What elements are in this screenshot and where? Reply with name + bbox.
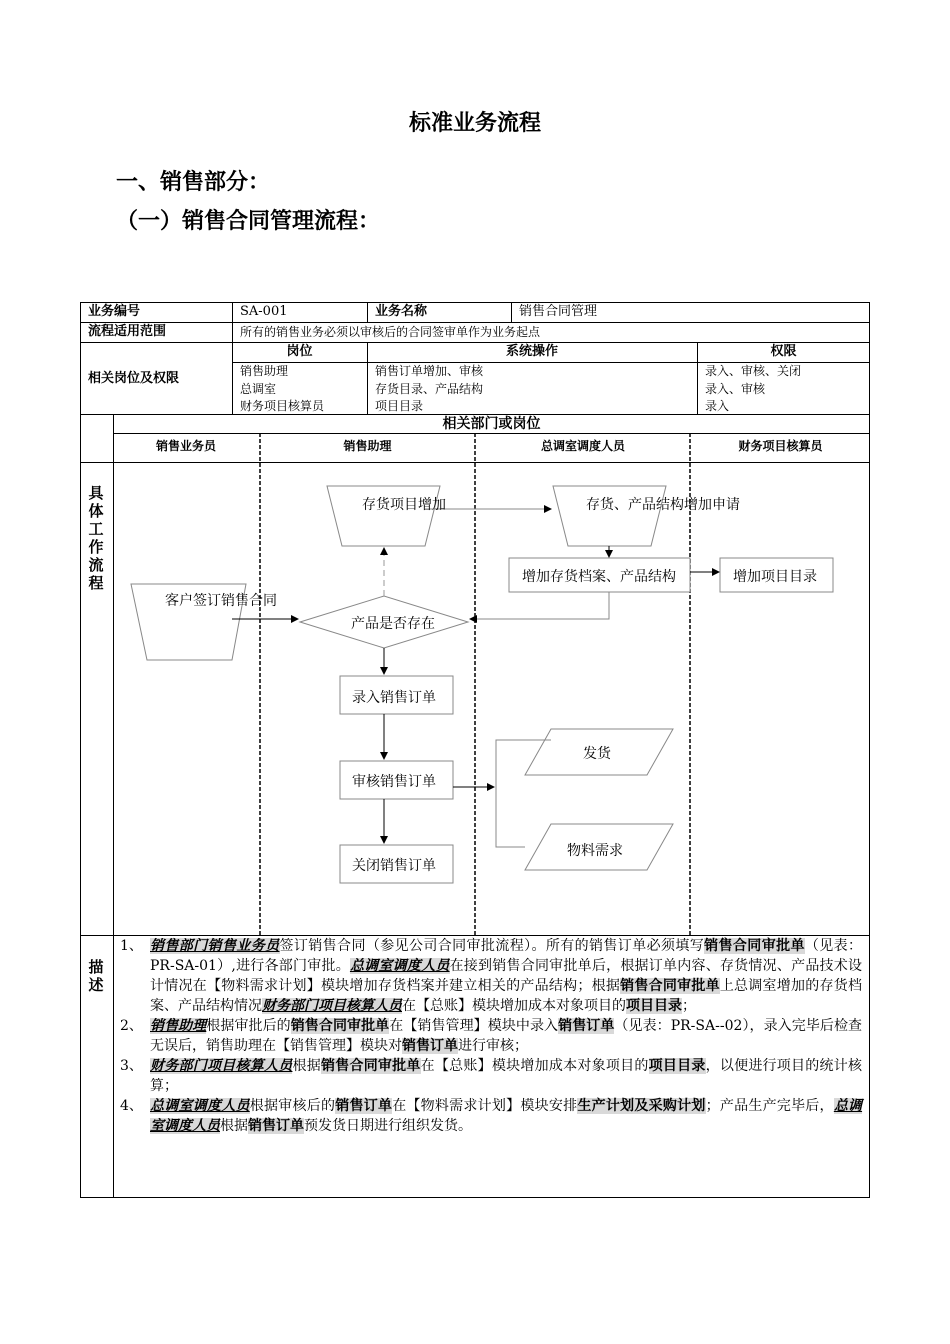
ship-label: 发货 — [583, 746, 611, 762]
role-post: 财务项目核算员 — [240, 399, 325, 413]
dept-header: 相关部门或岗位 — [442, 416, 541, 432]
role-ops: 销售订单增加、审核 — [375, 364, 484, 378]
plain-text: 根据审核后的 — [249, 1098, 336, 1114]
emphasis-text: 销售订单 — [558, 1018, 615, 1034]
lane-sales-assistant: 销售助理 — [343, 439, 392, 453]
lane-sales-rep: 销售业务员 — [155, 439, 216, 453]
item-number: 1、 — [120, 938, 143, 954]
ops-header: 系统操作 — [505, 344, 558, 359]
emphasis-text: 总调室调度人员 — [349, 958, 450, 974]
plain-text: ；产品生产完毕后， — [705, 1098, 834, 1114]
plain-text: （见表：PR-SA-01）,进行各部门审批。 — [150, 938, 863, 974]
side-label-desc: 描 述 — [88, 958, 104, 994]
role-ops: 存货目录、产品结构 — [375, 382, 484, 396]
description-item — [120, 1096, 862, 1136]
lane-dispatch: 总调室调度人员 — [540, 439, 625, 453]
scope-value: 所有的销售业务必须以审核后的合同签审单作为业务起点 — [240, 325, 541, 339]
emphasis-text: 项目目录 — [626, 998, 682, 1014]
page-title: 标准业务流程 — [408, 111, 541, 136]
item-number: 3、 — [120, 1058, 143, 1074]
customer-contract-label: 客户签订销售合同 — [165, 593, 277, 609]
role-perm: 录入、审核、关闭 — [705, 364, 802, 378]
emphasis-text: 销售合同审批单 — [320, 1058, 421, 1074]
item-text — [150, 936, 862, 1016]
plain-text: 上总调室增加的存货档案、产品结构情况 — [150, 978, 863, 1014]
plain-text: 在【总账】模块增加成本对象项目的 — [420, 1058, 649, 1074]
emphasis-text: 销售订单 — [335, 1098, 393, 1114]
plain-text: 进行审核； — [458, 1038, 528, 1054]
add-inventory-file-label: 增加存货档案、产品结构 — [522, 569, 676, 585]
emphasis-text: 财务部门项目核算人员 — [262, 998, 402, 1014]
plain-text: 根据 — [220, 1118, 248, 1134]
side-label-flow: 具 体 工 作 流 程 — [88, 484, 104, 592]
item-number: 4、 — [120, 1098, 143, 1114]
plain-text: 根据 — [292, 1058, 321, 1074]
add-project-catalog-label: 增加项目目录 — [733, 569, 817, 585]
emphasis-text: 总调室调度人员 — [150, 1098, 863, 1134]
role-ops: 项目目录 — [375, 399, 424, 413]
post-header: 岗位 — [286, 344, 313, 359]
plain-text: 在【总账】模块增加成本对象项目的 — [402, 998, 626, 1014]
material-demand-label: 物料需求 — [567, 843, 623, 859]
emphasis-text: 销售部门销售业务员 — [150, 938, 280, 954]
scope-label: 流程适用范围 — [88, 324, 167, 339]
plain-text: ，以便进行项目的统计核算； — [150, 1058, 863, 1094]
plain-text: 签订销售合同（参见公司合同审批流程）。所有的销售订单必须填写 — [279, 938, 705, 954]
role-perm: 录入、审核 — [705, 382, 766, 396]
emphasis-text: 销售助理 — [150, 1018, 207, 1034]
description-block — [120, 936, 862, 1136]
emphasis-text: 项目目录 — [648, 1058, 706, 1074]
description-item — [120, 936, 862, 1016]
enter-order-label: 录入销售订单 — [352, 690, 436, 706]
connector — [470, 592, 609, 619]
role-post: 总调室 — [240, 382, 277, 396]
plain-text: 根据审批后的 — [206, 1018, 291, 1034]
plain-text: （见表：PR-SA--02），录入完毕后检查无误后，销售助理在【销售管理】模块对 — [150, 1018, 863, 1054]
review-order-label: 审核销售订单 — [352, 774, 436, 790]
lane-finance: 财务项目核算员 — [738, 439, 823, 453]
emphasis-text: 财务部门项目核算人员 — [150, 1058, 293, 1074]
plain-text: 预发货日期进行组织发货。 — [304, 1118, 472, 1134]
item-text — [150, 1056, 862, 1096]
description-item — [120, 1016, 862, 1056]
emphasis-text: 总调室调度人员 — [150, 1098, 250, 1114]
emphasis-text: 销售订单 — [402, 1038, 458, 1054]
plain-text: 在接到销售合同审批单后，根据订单内容、存货情况、产品技术设计情况在【物料需求计划】模块增加存货档案并建立相关的产品结构；根据 — [150, 958, 863, 994]
add-inventory-item-label: 存货项目增加 — [362, 497, 446, 513]
code-value: SA-001 — [240, 304, 288, 319]
plain-text: ； — [682, 998, 696, 1014]
name-value: 销售合同管理 — [519, 304, 598, 319]
role-perm: 录入 — [705, 399, 730, 413]
emphasis-text: 销售订单 — [248, 1118, 304, 1134]
plain-text: 在【物料需求计划】模块安排 — [392, 1098, 578, 1114]
perm-header: 权限 — [770, 344, 797, 359]
item-number: 2、 — [120, 1018, 143, 1034]
code-label: 业务编号 — [88, 304, 141, 319]
name-label: 业务名称 — [375, 304, 428, 319]
product-exists-label: 产品是否存在 — [351, 616, 435, 632]
item-text — [150, 1096, 862, 1136]
emphasis-text: 销售合同审批单 — [620, 978, 720, 994]
inventory-request-label: 存货、产品结构增加申请 — [586, 497, 740, 513]
emphasis-text: 生产计划及采购计划 — [577, 1098, 706, 1114]
section-heading: 一、销售部分： — [116, 170, 271, 195]
emphasis-text: 销售合同审批单 — [704, 938, 805, 954]
item-text — [150, 1016, 862, 1056]
emphasis-text: 销售合同审批单 — [290, 1018, 390, 1034]
plain-text: 在【销售管理】模块中录入 — [389, 1018, 559, 1034]
subsection-heading: （一）销售合同管理流程： — [116, 209, 381, 234]
roles-label: 相关岗位及权限 — [88, 371, 180, 386]
description-item — [120, 1056, 862, 1096]
close-order-label: 关闭销售订单 — [352, 858, 436, 874]
role-post: 销售助理 — [240, 364, 289, 378]
